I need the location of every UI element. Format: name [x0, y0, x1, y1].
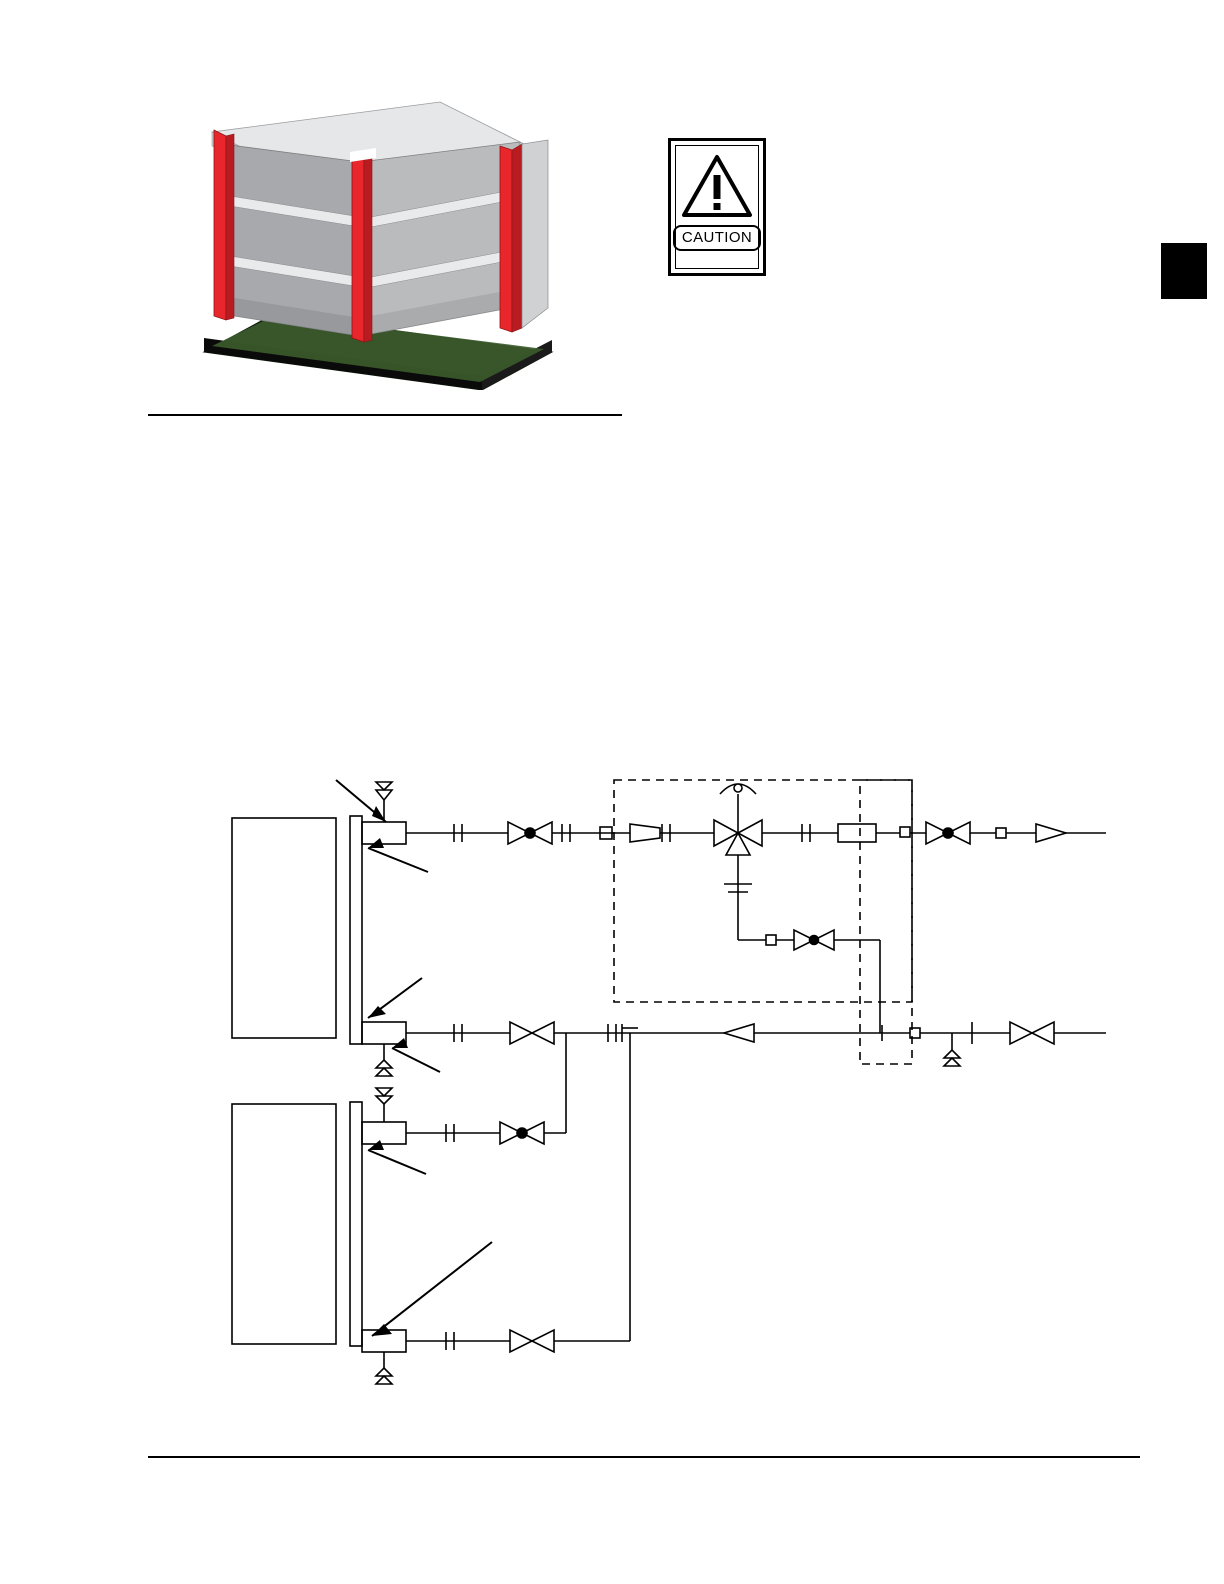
bottom-divider-rule: [148, 1456, 1140, 1458]
three-way-valve-icon: [714, 784, 762, 855]
check-valve-icon: [724, 1024, 754, 1042]
control-skid-boundary: [614, 780, 912, 1002]
ball-valve-icon: [508, 822, 552, 844]
ball-valve-icon: [500, 1122, 544, 1144]
instrument-tag-icon: [900, 827, 910, 837]
gate-valve-icon: [1010, 1022, 1054, 1044]
flow-arrow-icon: [1036, 824, 1066, 842]
top-divider-rule: [148, 414, 622, 416]
nozzle-upper-1: [362, 822, 406, 844]
instrument-tag-icon: [996, 828, 1006, 838]
caution-label-inner: [675, 145, 759, 269]
ball-valve-icon: [926, 822, 970, 844]
regulator-icon: [944, 1022, 972, 1066]
caution-label: [668, 138, 766, 276]
piping-schematic: [210, 760, 1130, 1400]
lower-vessel: [232, 1104, 336, 1344]
callout-arrow: [372, 1242, 492, 1336]
callout-arrow: [368, 838, 428, 872]
nozzle-lower-1: [362, 1122, 406, 1144]
lower-manifold: [350, 1102, 362, 1346]
upper-vessel: [232, 818, 336, 1038]
relief-valve-icon: [376, 1044, 392, 1076]
instrument-tag-icon: [766, 935, 776, 945]
callout-arrow: [368, 1140, 426, 1174]
caution-word: CAUTION: [673, 225, 761, 251]
reducer-icon: [630, 824, 660, 842]
warning-triangle-icon: [681, 153, 753, 219]
ball-valve-icon: [794, 930, 834, 950]
relief-valve-icon: [376, 1088, 392, 1122]
relief-valve-icon: [376, 1352, 392, 1384]
upper-manifold: [350, 816, 362, 1044]
callout-arrow: [392, 1038, 440, 1072]
rack-assembly-3d-render: [200, 100, 560, 390]
nozzle-upper-2: [362, 1022, 406, 1044]
page-edge-tab: [1161, 243, 1207, 299]
gate-valve-icon: [510, 1330, 554, 1352]
callout-arrow: [368, 978, 422, 1018]
inline-component: [838, 824, 876, 842]
drain-boundary: [860, 780, 912, 1064]
gate-valve-icon: [510, 1022, 554, 1044]
